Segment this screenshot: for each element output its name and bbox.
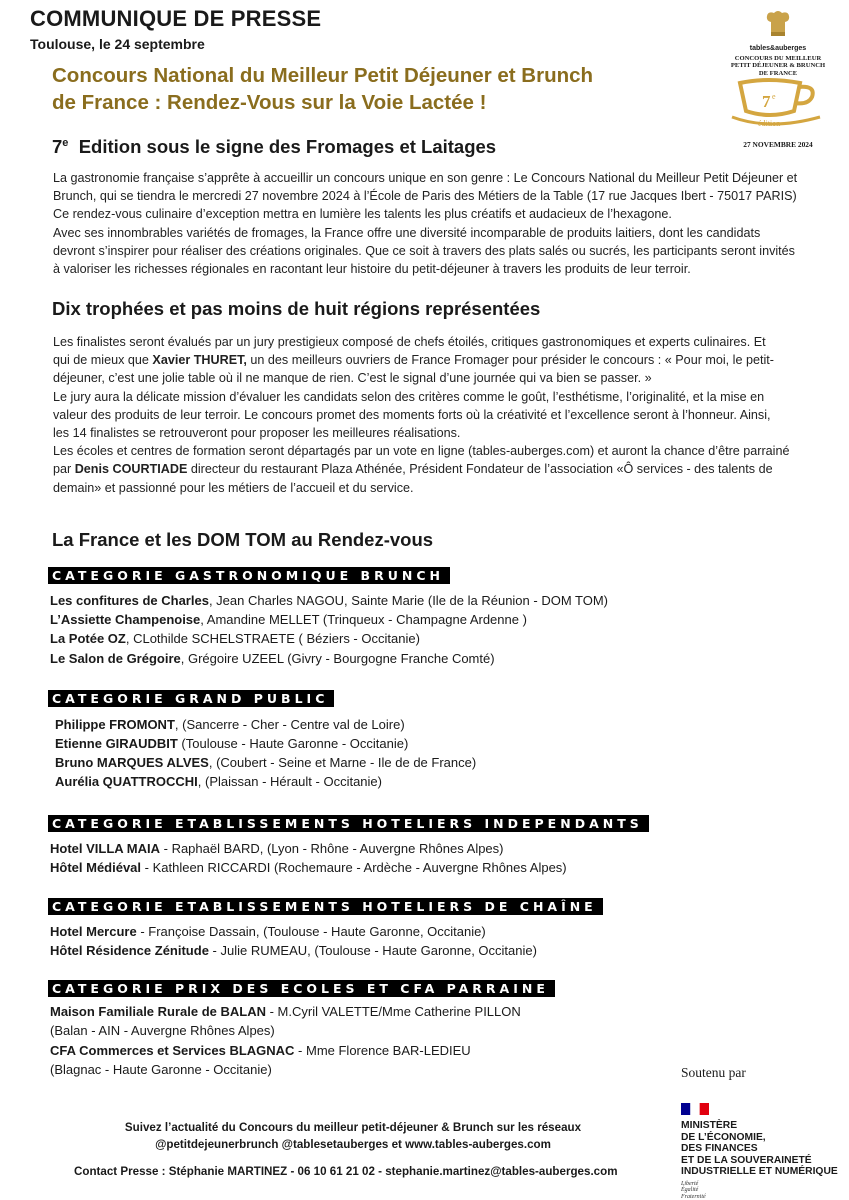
headline [52,62,692,116]
intro-line: devront s’inspirer pour réaliser des créations originales. Que ce soit à travers des plats salés ou sucrés, les participants seront invités [53,243,795,258]
entry-name: La Potée OZ [50,631,126,646]
logo-edition-suffix: e [772,92,776,102]
body-text: un des meilleurs ouvriers de France Fromager pour présider le concours : « Pour moi, le petit- [246,353,774,368]
entry-name: L’Assiette Champenoise [50,612,201,627]
body-line [53,460,801,478]
logo-contest-line-3: DE FRANCE [758,69,798,77]
body-line: les 14 finalistes se retrouveront pour proposer les meilleures réalisations. [53,426,461,441]
category-banner-ecoles: CATEGORIE PRIX DES ECOLES ET CFA PARRAINE [48,980,555,997]
headline-line-2: de France : Rendez-Vous sur la Voie Lactée ! [52,91,487,114]
intro-line: La gastronomie française s’apprête à accueillir un concours unique en son genre : Le Concours National du Meilleur Petit Déjeuner et [53,171,798,185]
list-item [55,773,382,791]
supported-by-label: Soutenu par [681,1065,746,1080]
list-item [55,754,476,772]
ministry-line: ET DE LA SOUVERAINETÉ [681,1154,812,1166]
list-item [50,923,486,941]
entry-detail: , (Sancerre - Cher - Centre val de Loire) [174,717,405,732]
entry-name: Hôtel Résidence Zénitude [50,943,209,958]
entry-location: (Balan - AIN - Auvergne Rhônes Alpes) [50,1023,275,1038]
body-line: valeur des produits de leur terroir. Le concours promet des moments forts où la créativité et l’excellence seront à l’honneur. Ainsi, [53,407,771,422]
contest-logo [722,10,834,149]
list-item [50,1042,471,1060]
entry-detail: , CLothilde SCHELSTRAETE ( Béziers - Occitanie) [125,631,420,646]
list-item [50,630,420,648]
entry-name: Etienne GIRAUDBIT [55,736,178,751]
category-banner-independants: CATEGORIE ETABLISSEMENTS HOTELIERS INDEPENDANTS [48,815,649,832]
ministry-line: DE L’ÉCONOMIE, [681,1131,766,1143]
ministry-line: INDUSTRIELLE ET NUMÉRIQUE [681,1166,838,1177]
entry-detail: - Mme Florence BAR-LEDIEU [294,1043,471,1058]
entry-detail: , Jean Charles NAGOU, Sainte Marie (Ile de la Réunion - DOM TOM) [208,593,609,608]
list-item [50,611,527,629]
motto-line: Égalité [681,1187,699,1193]
entry-name: Hotel Mercure [50,924,137,939]
category-banner-grand-public: CATEGORIE GRAND PUBLIC [48,690,334,707]
entry-detail: - Kathleen RICCARDI (Rochemaure - Ardèche - Auvergne Rhônes Alpes) [141,860,567,875]
intro-line: Ce rendez-vous culinaire d’exception mettra en lumière les talents les plus créatifs et audacieux de l’hexagone. [53,207,672,222]
body-line: Le jury aura la délicate mission d’évaluer les candidats selon des critères comme le goût, l’esthétisme, l’originalité, et la mise en [53,389,765,404]
edition-heading [52,136,496,158]
entry-detail: , Grégoire UZEEL (Givry - Bourgogne Franche Comté) [180,651,495,666]
entry-detail: , Amandine MELLET (Trinqueux - Champagne Ardenne ) [200,612,527,627]
logo-contest-line-1: CONCOURS DU MEILLEUR [734,55,822,62]
body-text: qui de mieux que [53,353,153,368]
entry-name: Les confitures de Charles [50,593,209,608]
intro-line: Avec ses innombrables variétés de fromages, la France offre une diversité incomparable de produits laitiers, dont les candidats [53,225,761,240]
document-title: COMMUNIQUE DE PRESSE [30,6,322,31]
entry-name: Le Salon de Grégoire [50,651,181,666]
entry-name: CFA Commerces et Services BLAGNAC [50,1043,295,1058]
entry-name: Maison Familiale Rurale de BALAN [50,1004,266,1019]
coffee-cup-icon [728,77,828,131]
list-item [50,650,495,668]
republic-motto [681,1181,841,1200]
entry-name: Bruno MARQUES ALVES [55,755,209,770]
body-line [53,351,801,369]
jury-president-name: Xavier THURET, [152,353,247,368]
intro-line: Brunch, qui se tiendra le mercredi 27 novembre 2024 à l’École de Paris des Métiers de la Table (17 rue Jacques Ibert - 75017 PARIS) [53,189,797,204]
logo-date: 27 NOVEMBRE 2024 [743,140,813,150]
logo-edition-number: 7 [762,92,771,112]
list-item [50,942,537,960]
follow-text: Suivez l’actualité du Concours du meilleur petit-déjeuner & Brunch sur les réseaux [124,1121,582,1134]
list-item [50,840,504,858]
entry-detail: - M.Cyril VALETTE/Mme Catherine PILLON [266,1004,521,1019]
entry-location: (Blagnac - Haute Garonne - Occitanie) [50,1062,272,1077]
list-item [55,716,405,734]
social-follow [118,1119,588,1153]
category-banner-chaine: CATEGORIE ETABLISSEMENTS HOTELIERS DE CHAÎNE [48,898,603,915]
social-handles: @petitdejeunerbrunch @tablesetauberges et www.tables-auberges.com [155,1138,551,1151]
logo-edition-word: édition [758,119,781,129]
motto-line: Fraternité [681,1193,706,1200]
press-contact: Contact Presse : Stéphanie MARTINEZ - 06 10 61 21 02 - stephanie.martinez@tables-auberges.com [74,1165,618,1178]
intro-paragraph [53,169,801,278]
entry-detail: - Raphaël BARD, (Lyon - Rhône - Auvergne Rhônes Alpes) [160,841,504,856]
ministry-line: MINISTÈRE [681,1120,738,1131]
edition-suffix: e [62,136,69,149]
body-line: Les écoles et centres de formation seront départagés par un vote en ligne (tables-auberges.com) et auront la chance d’être parrainé [53,444,790,459]
edition-number: 7 [52,136,63,157]
body-line: Les finalistes seront évalués par un jury prestigieux composé de chefs étoilés, critiques gastronomiques et experts culinaires. Et [53,335,766,349]
entry-name: Aurélia QUATTROCCHI [55,774,198,789]
body-line: demain» et passionné pour les métiers de l’accueil et du service. [53,480,414,495]
list-item [55,735,408,753]
sponsor-name: Denis COURTIADE [74,462,188,477]
entry-detail: , (Coubert - Seine et Marne - Ile de de France) [208,755,477,770]
body-text: par [53,462,75,477]
ministry-name [681,1120,841,1178]
logo-contest-name [722,55,834,77]
list-item [50,592,608,610]
dateline: Toulouse, le 24 septembre [30,36,205,52]
section-heading-france: La France et les DOM TOM au Rendez-vous [52,529,434,550]
logo-contest-line-2: PETIT DÉJEUNER & BRUNCH [730,62,826,70]
edition-text: Edition sous le signe des Fromages et Laitages [78,136,497,157]
ministry-line: DES FINANCES [681,1143,758,1154]
entry-name: Hôtel Médiéval [50,860,142,875]
trophies-body [53,333,801,497]
category-banner-brunch: CATEGORIE GASTRONOMIQUE BRUNCH [48,567,450,584]
section-heading-trophies: Dix trophées et pas moins de huit régions représentées [52,298,541,319]
motto-line: Liberté [681,1180,699,1187]
chef-hat-icon [763,10,793,38]
list-item [50,859,567,877]
ministry-logo [681,1102,841,1200]
body-text: directeur du restaurant Plaza Athénée, Président Fondateur de l’association «Ô services - des talents de [187,462,773,477]
entry-name: Philippe FROMONT [55,717,175,732]
entry-name: Hotel VILLA MAIA [50,841,161,856]
list-item [50,1003,521,1021]
intro-line: à valoriser les richesses régionales en racontant leur histoire du petit-déjeuner à travers les produits de leur terroir. [53,262,691,277]
logo-brand: tables&auberges [749,45,807,52]
french-flag-icon [681,1103,709,1115]
headline-line-1: Concours National du Meilleur Petit Déjeuner et Brunch [52,64,594,87]
entry-detail: (Toulouse - Haute Garonne - Occitanie) [177,736,409,751]
entry-detail: - Françoise Dassain, (Toulouse - Haute Garonne, Occitanie) [136,924,486,939]
entry-detail: , (Plaissan - Hérault - Occitanie) [197,774,382,789]
entry-detail: - Julie RUMEAU, (Toulouse - Haute Garonne, Occitanie) [208,943,537,958]
body-line: déjeuner, c’est une jolie table où il ne manque de rien. C’est le signal d’une journée qui va bien se passer. » [53,371,652,386]
